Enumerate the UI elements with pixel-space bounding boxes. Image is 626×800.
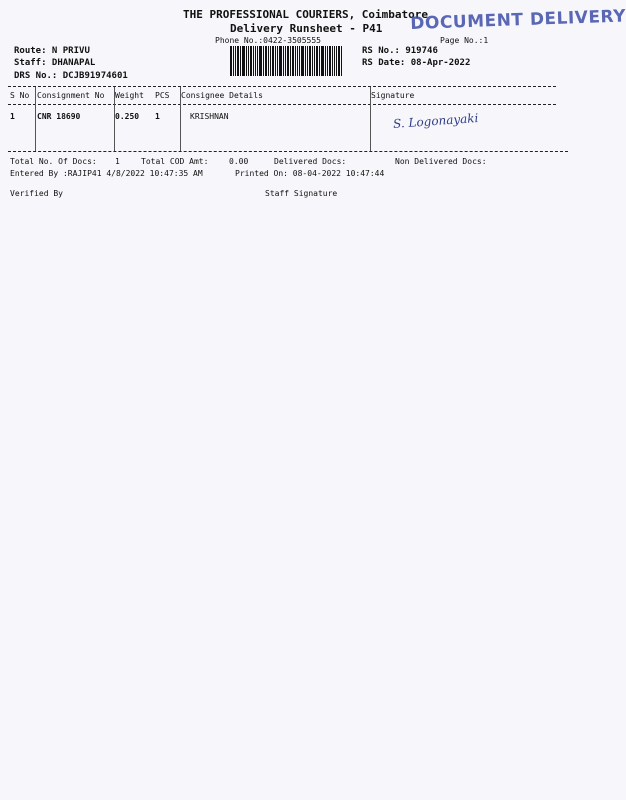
barcode-bar <box>277 46 278 76</box>
header-signature: Signature <box>371 91 415 100</box>
delivered-docs-label: Delivered Docs: <box>274 157 347 166</box>
total-cod-label: Total COD Amt: <box>141 157 209 166</box>
document-title: Delivery Runsheet - P41 <box>230 22 383 35</box>
barcode-bar <box>235 46 236 76</box>
rs-date: RS Date: 08-Apr-2022 <box>362 58 471 68</box>
barcode-bar <box>307 46 308 76</box>
barcode-bar <box>230 46 232 76</box>
barcode-bar <box>338 46 340 76</box>
barcode-bar <box>257 46 258 76</box>
phone-number: Phone No.:0422-3505555 <box>215 36 321 45</box>
column-divider <box>35 87 36 151</box>
barcode-bar <box>240 46 241 76</box>
barcode-bar <box>341 46 342 76</box>
barcode-bar <box>272 46 274 76</box>
document-delivery-stamp: DOCUMENT DELIVERY <box>410 6 626 34</box>
company-name: THE PROFESSIONAL COURIERS, Coimbatore <box>183 8 429 21</box>
barcode-bar <box>287 46 289 76</box>
total-docs-label: Total No. Of Docs: <box>10 157 97 166</box>
barcode-bar <box>290 46 291 76</box>
row-pcs: 1 <box>155 112 160 121</box>
barcode-bar <box>275 46 276 76</box>
barcode-bar <box>297 46 298 76</box>
barcode-bar <box>295 46 296 76</box>
total-docs-value: 1 <box>115 157 120 166</box>
entered-by: Entered By :RAJIP41 4/8/2022 10:47:35 AM <box>10 169 203 178</box>
barcode-bar <box>329 46 331 76</box>
barcode-bar <box>325 46 326 76</box>
drs-number: DRS No.: DCJB91974601 <box>14 71 128 81</box>
handwritten-signature: S. Logonayaki <box>392 111 479 131</box>
barcode-bar <box>283 46 284 76</box>
barcode-bar <box>237 46 239 76</box>
barcode-bar <box>312 46 313 76</box>
barcode-bar <box>233 46 234 76</box>
barcode-bar <box>319 46 320 76</box>
barcode-bar <box>292 46 294 76</box>
header-consignment-no: Consignment No <box>37 91 105 100</box>
barcode-bar <box>250 46 252 76</box>
header-pcs: PCS <box>155 91 170 100</box>
table-bottom-rule <box>8 151 568 152</box>
barcode-bar <box>321 46 324 76</box>
row-s-no: 1 <box>10 112 15 121</box>
barcode-bar <box>285 46 286 76</box>
barcode-bar <box>332 46 333 76</box>
row-weight: 0.250 <box>115 112 140 121</box>
header-weight: Weight <box>115 91 144 100</box>
barcode-bar <box>270 46 271 76</box>
barcode-bar <box>263 46 264 76</box>
non-delivered-docs-label: Non Delivered Docs: <box>395 157 487 166</box>
barcode-bar <box>246 46 247 76</box>
barcode-bar <box>265 46 267 76</box>
barcode-bar <box>334 46 335 76</box>
barcode-bar <box>301 46 304 76</box>
staff-signature-label: Staff Signature <box>265 189 338 198</box>
header-consignee-details: Consignee Details <box>181 91 263 100</box>
header-s-no: S No <box>10 91 30 100</box>
barcode-bar <box>253 46 254 76</box>
page-number: Page No.:1 <box>440 36 489 45</box>
verified-by-label: Verified By <box>10 189 63 198</box>
barcode-bar <box>299 46 300 76</box>
barcode-bar <box>305 46 306 76</box>
barcode-image <box>230 46 354 76</box>
barcode-bar <box>327 46 328 76</box>
barcode-bar <box>316 46 318 76</box>
barcode-bar <box>279 46 282 76</box>
table-top-rule <box>8 86 556 87</box>
barcode-bar <box>268 46 269 76</box>
table-header-rule <box>8 104 556 105</box>
row-consignment-no: CNR 18690 <box>37 112 81 121</box>
barcode-bar <box>309 46 311 76</box>
route-label: Route: N PRIVU <box>14 46 90 56</box>
barcode-bar <box>259 46 262 76</box>
row-consignee: KRISHNAN <box>190 112 229 121</box>
printed-on: Printed On: 08-04-2022 10:47:44 <box>235 169 385 178</box>
barcode-bar <box>314 46 315 76</box>
barcode-bar <box>242 46 245 76</box>
staff-label: Staff: DHANAPAL <box>14 58 96 68</box>
barcode-bar <box>255 46 256 76</box>
rs-number: RS No.: 919746 <box>362 46 438 56</box>
barcode-bar <box>248 46 249 76</box>
barcode-bar <box>336 46 337 76</box>
total-cod-value: 0.00 <box>229 157 249 166</box>
